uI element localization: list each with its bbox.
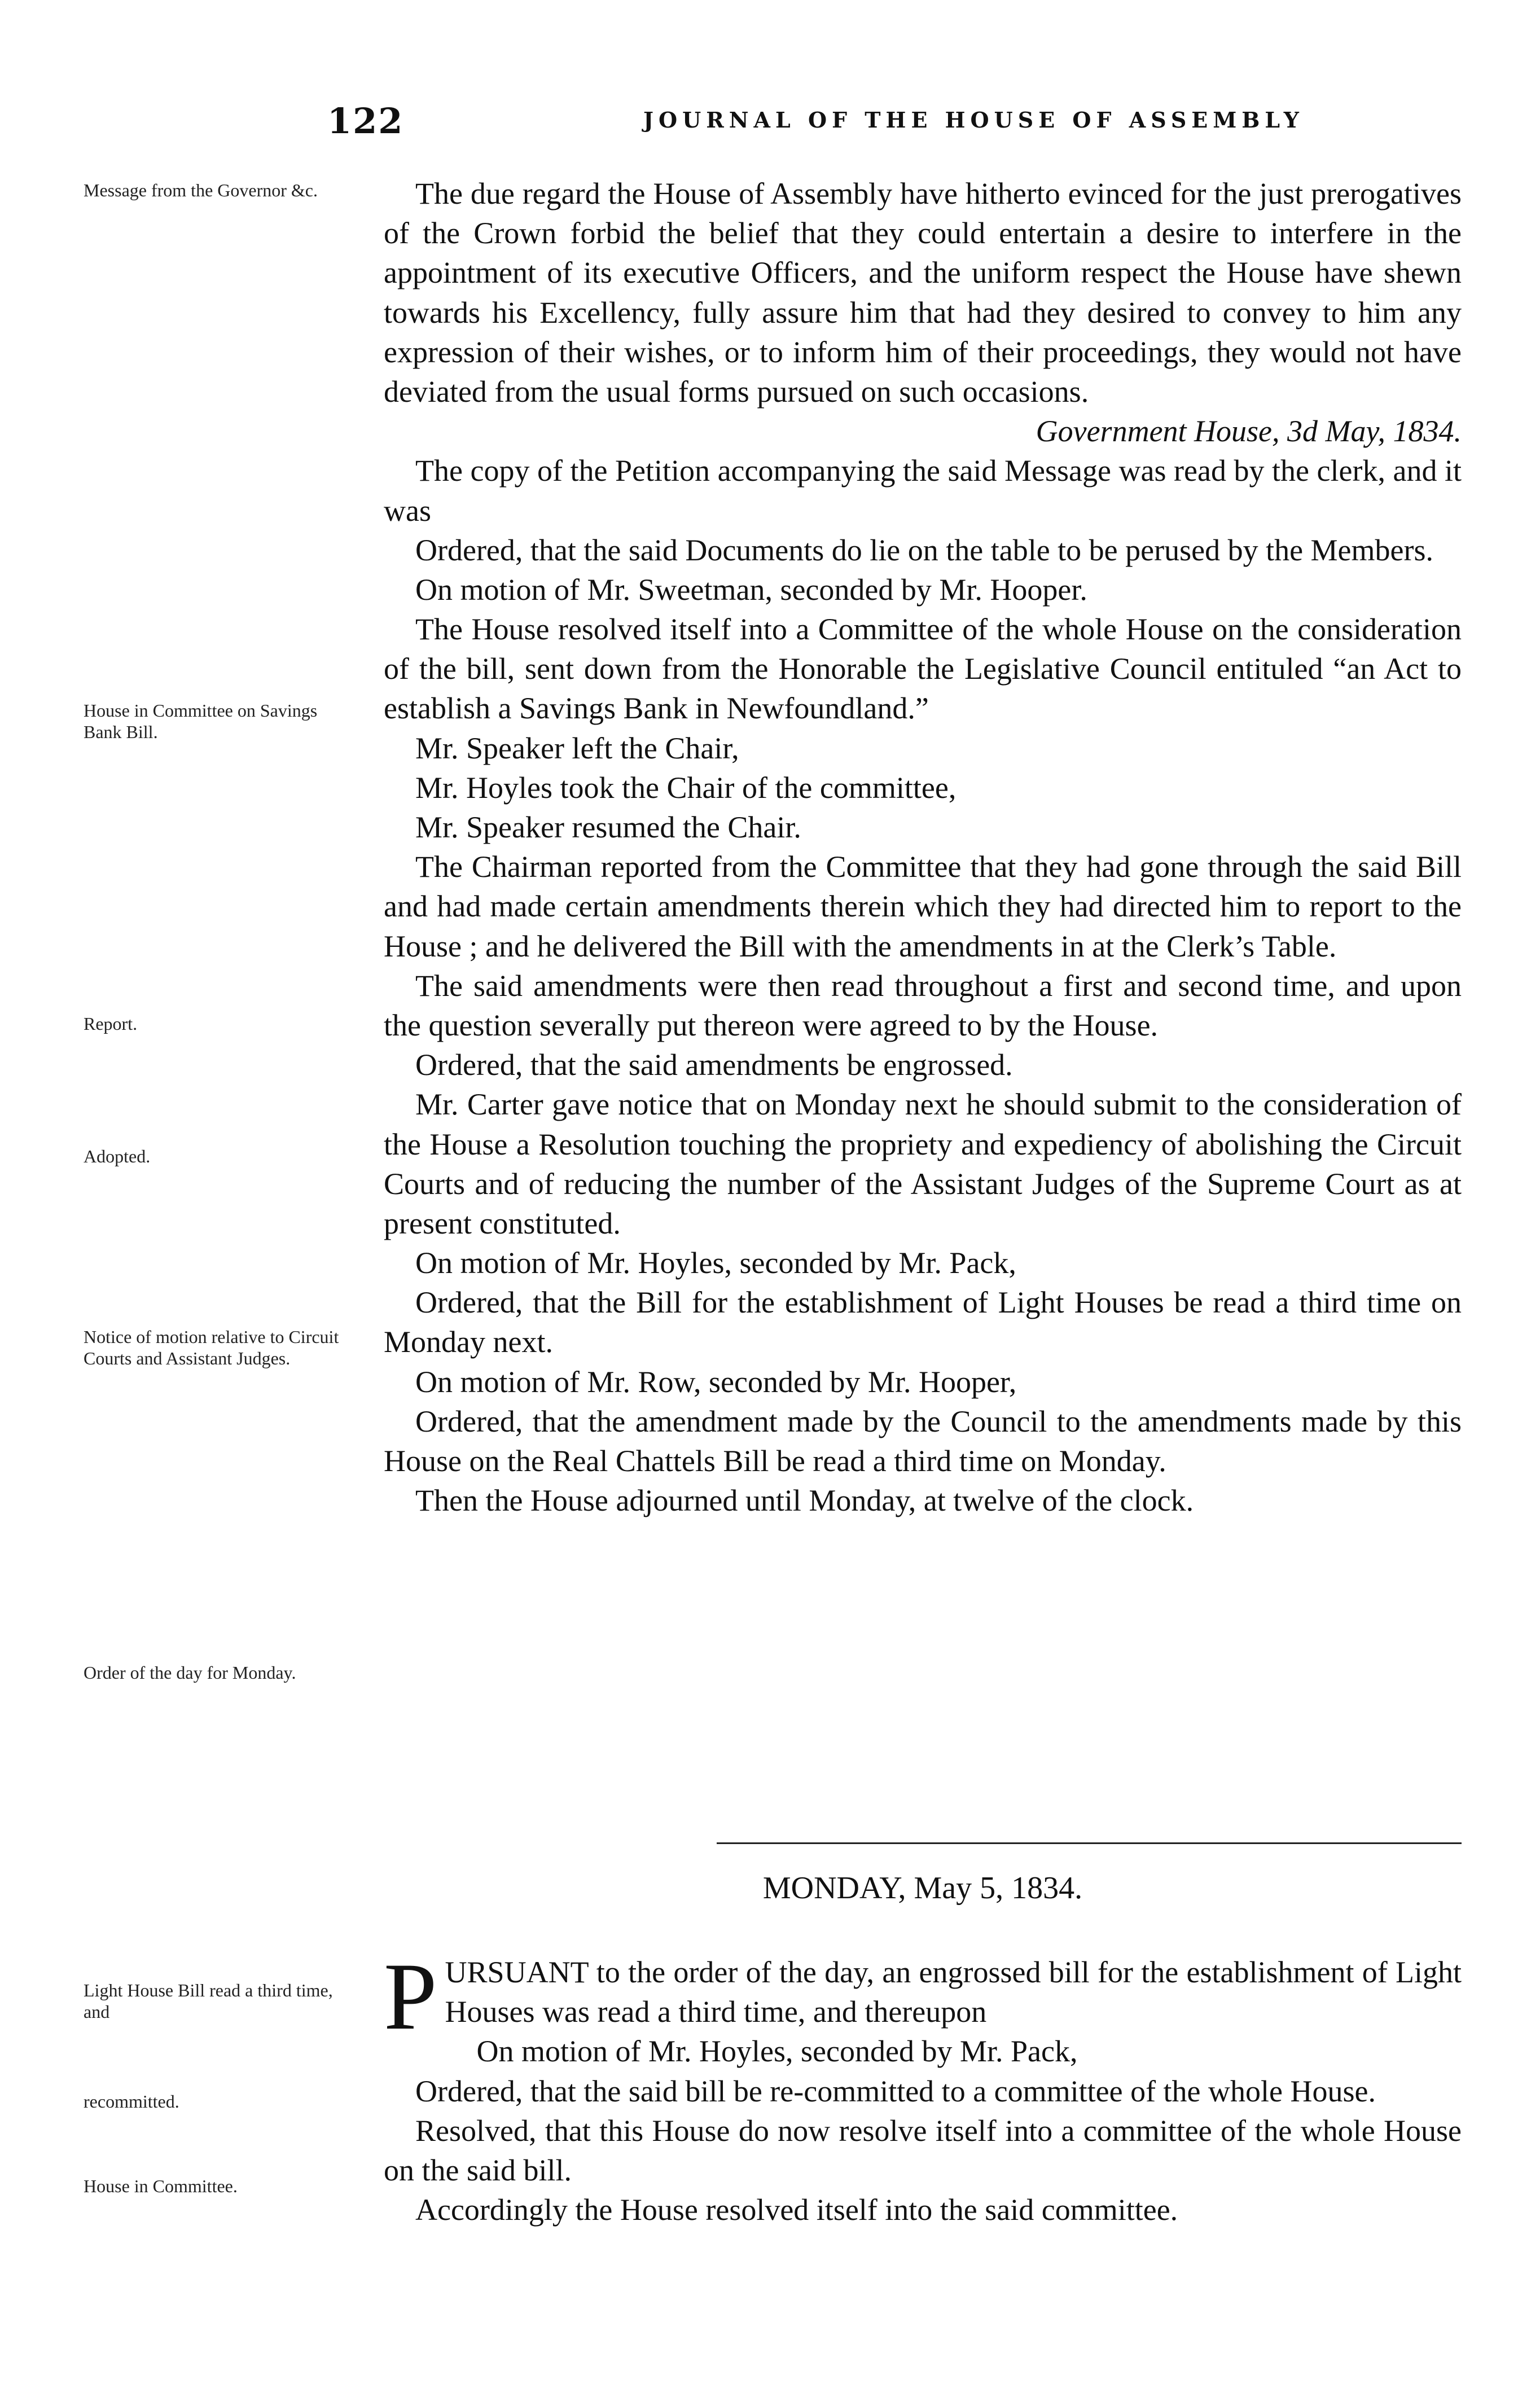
margin-note-adopted: Adopted. — [84, 1146, 151, 1166]
page-number: 122 — [327, 100, 404, 142]
motion-sweetman-line: On motion of Mr. Sweetman, seconded by Mr. Hooper. — [415, 572, 1087, 607]
motion-hoyles-pack-line: On motion of Mr. Hoyles, seconded by Mr. Pack, — [415, 1246, 1016, 1280]
pursuant-text: URSUANT to the order of the day, an engrossed bill for the establishment of Light Houses was read a third time, and thereupon — [445, 1955, 1462, 2029]
ordered-docs-paragraph: Ordered, that the said Documents do lie on the table to be perused by the Members. — [415, 533, 1433, 567]
margin-note-notice: Notice of motion relative to Circuit Courts and Assistant Judges. — [84, 1327, 339, 1369]
accordingly-line: Accordingly the House resolved itself into the said committee. — [415, 2193, 1178, 2227]
motion-row-hooper-line: On motion of Mr. Row, seconded by Mr. Hooper, — [415, 1364, 1017, 1399]
message-paragraph: The due regard the House of Assembly have hitherto evinced for the just prerogatives of the Crown forbid the belief that they could entertain a desire to interfere in the appointment of its executive Officers, and the uniform respect the House have shewn towards his Excellency, fully assure him that had they desired to convey to him any expression of their wishes, or to inform him of their proceedings, they would not have deviated from the usual forms pursued on such occasions. — [384, 177, 1462, 409]
running-title: JOURNAL OF THE HOUSE OF ASSEMBLY — [643, 107, 1304, 133]
copy-petition-paragraph: The copy of the Petition accompanying the said Message was read by the clerk, and it was — [384, 454, 1462, 528]
speaker-left-line: Mr. Speaker left the Chair, — [415, 731, 739, 765]
page-header — [327, 100, 1377, 146]
hoyles-took-line: Mr. Hoyles took the Chair of the committee, — [415, 770, 957, 805]
section-divider — [717, 1842, 1462, 1844]
margin-note-committee: House in Committee on Savings Bank Bill. — [84, 700, 318, 743]
margin-note-house-committee: House in Committee. — [84, 2176, 238, 2196]
margin-note-recommitted: recommitted. — [84, 2091, 179, 2112]
pursuant-paragraph — [384, 1943, 1462, 2049]
ordered-recommitted-paragraph: Ordered, that the said bill be re-committed to a committee of the whole House. — [415, 2074, 1376, 2108]
margin-note-order-day: Order of the day for Monday. — [84, 1662, 296, 1683]
speaker-resumed-line: Mr. Speaker resumed the Chair. — [415, 810, 801, 844]
chairman-reported-paragraph: The Chairman reported from the Committee that they had gone through the said Bill and had made certain amendments therein which they had directed him to report to the House ; and he delivered the Bill with the amendments in at the Clerk’s Table. — [384, 850, 1462, 963]
ordered-light-houses-paragraph: Ordered, that the Bill for the establishment of Light Houses be read a third time on Monday next. — [384, 1285, 1462, 1359]
margin-note-message: Message from the Governor &c. — [84, 180, 318, 200]
ordered-amendment-paragraph: Ordered, that the amendment made by the Council to the amendments made by this House on the Real Chattels Bill be read a third time on Monday. — [384, 1404, 1462, 1478]
body-text-top — [384, 174, 1462, 1520]
drop-cap: P — [384, 1943, 437, 2049]
resolved-paragraph: Resolved, that this House do now resolve itself into a committee of the whole House on the said bill. — [384, 2113, 1462, 2187]
carter-notice-paragraph: Mr. Carter gave notice that on Monday next he should submit to the consideration of the House a Resolution touching the propriety and expediency of abolishing the Circuit Courts and of reducing the number of the Assistant Judges of the Supreme Court as at present constituted. — [384, 1087, 1462, 1240]
signature-line: Government House, 3d May, 1834. — [1036, 414, 1462, 449]
margin-note-report: Report. — [84, 1013, 138, 1034]
monday-heading: MONDAY, May 5, 1834. — [762, 1871, 1083, 1906]
body-text-monday — [384, 1943, 1462, 2229]
house-resolved-paragraph: The House resolved itself into a Committee of the whole House on the consideration of the bill, sent down from the Honorable the Legislative Council entituled “an Act to establish a Savings Bank in Newfoundland.” — [384, 612, 1462, 726]
adjourned-line: Then the House adjourned until Monday, at twelve of the clock. — [415, 1484, 1194, 1518]
motion-hoyles-pack-2-line: On motion of Mr. Hoyles, seconded by Mr. Pack, — [476, 2034, 1078, 2069]
margin-note-light-house: Light House Bill read a third time, and — [84, 1980, 333, 2022]
ordered-engrossed-line: Ordered, that the said amendments be engrossed. — [415, 1048, 1013, 1082]
amendments-read-paragraph: The said amendments were then read throughout a first and second time, and upon the question severally put thereon were agreed to by the House. — [384, 968, 1462, 1042]
